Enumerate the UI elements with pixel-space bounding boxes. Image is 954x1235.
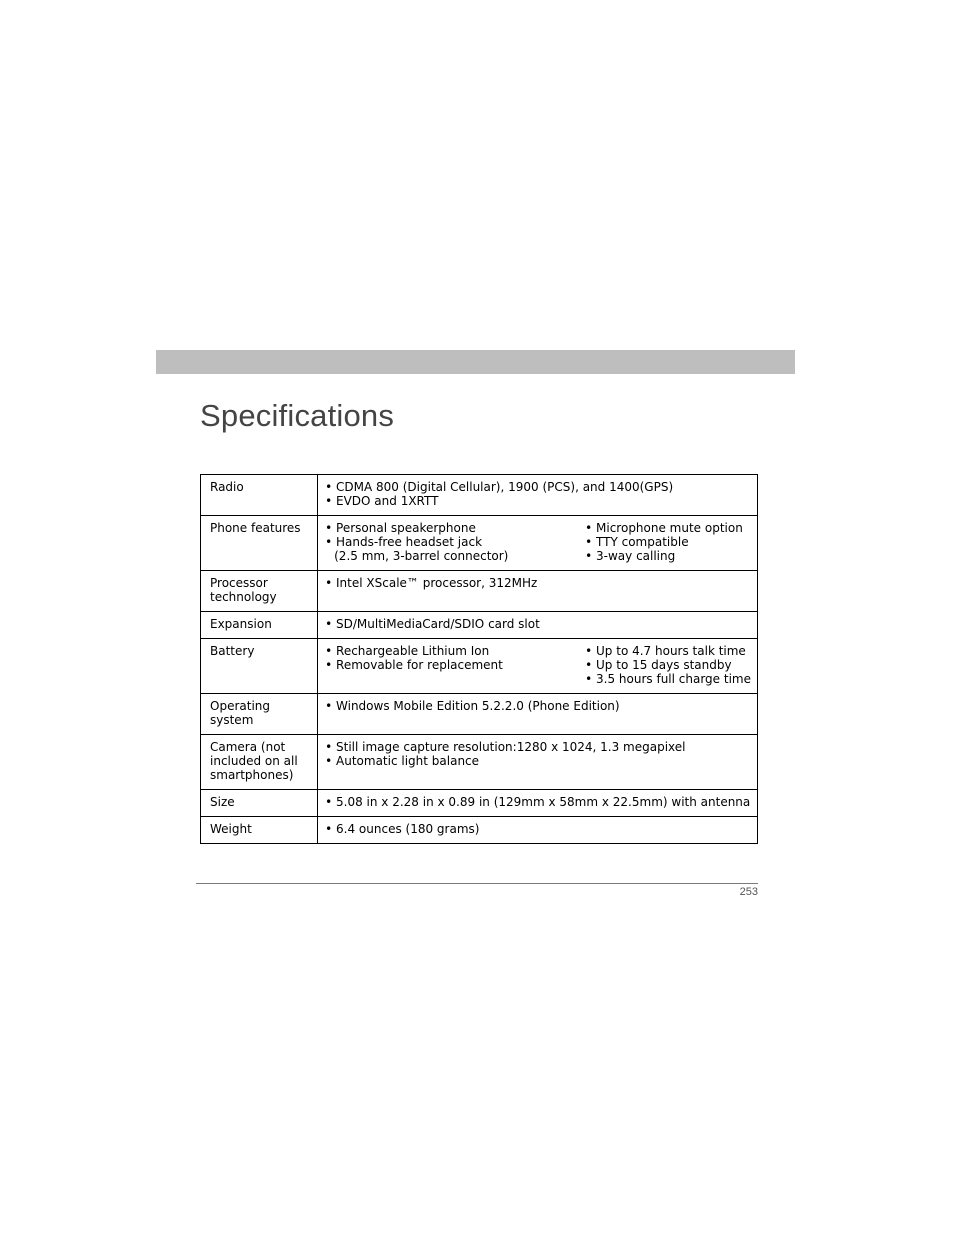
list-item: • TTY compatible	[585, 535, 689, 549]
table-row	[201, 571, 758, 612]
list-item: • SD/MultiMediaCard/SDIO card slot	[325, 617, 540, 631]
table-row	[201, 639, 758, 694]
list-item: • 6.4 ounces (180 grams)	[325, 822, 480, 836]
list-item: • EVDO and 1XRTT	[325, 494, 439, 508]
list-item: • Up to 15 days standby	[585, 658, 732, 672]
specifications-table	[200, 474, 758, 844]
right-column	[585, 644, 751, 686]
left-column	[325, 521, 585, 563]
list-item: • Intel XScale™ processor, 312MHz	[325, 576, 538, 590]
table-row	[201, 694, 758, 735]
list-item: • Windows Mobile Edition 5.2.2.0 (Phone Edition)	[325, 699, 620, 713]
list-item-continuation: (2.5 mm, 3-barrel connector)	[334, 549, 509, 563]
spec-label-size: Size	[201, 790, 318, 817]
spec-label-camera: Camera (not included on all smartphones)	[201, 735, 318, 790]
spec-value-weight	[318, 817, 758, 844]
list-item: • Automatic light balance	[325, 754, 480, 768]
list-item: • 3-way calling	[585, 549, 676, 563]
spec-label-operating-system: Operating system	[201, 694, 318, 735]
list-item: • 3.5 hours full charge time	[585, 672, 751, 686]
spec-label-weight: Weight	[201, 817, 318, 844]
page-title: Specifications	[200, 398, 395, 433]
spec-label-expansion: Expansion	[201, 612, 318, 639]
left-column	[325, 644, 585, 686]
list-item: • Hands-free headset jack	[325, 535, 483, 549]
list-item: • Microphone mute option	[585, 521, 743, 535]
spec-label-processor: Processor technology	[201, 571, 318, 612]
footer-divider	[196, 883, 758, 884]
spec-value-operating-system	[318, 694, 758, 735]
list-item: • Removable for replacement	[325, 658, 503, 672]
table-row	[201, 475, 758, 516]
table-row	[201, 817, 758, 844]
table-row	[201, 735, 758, 790]
spec-value-camera	[318, 735, 758, 790]
spec-label-battery: Battery	[201, 639, 318, 694]
header-bar	[156, 350, 795, 374]
spec-label-radio: Radio	[201, 475, 318, 516]
spec-value-expansion	[318, 612, 758, 639]
list-item: • Rechargeable Lithium Ion	[325, 644, 490, 658]
spec-value-phone-features	[318, 516, 758, 571]
spec-label-phone-features: Phone features	[201, 516, 318, 571]
list-item: • 5.08 in x 2.28 in x 0.89 in (129mm x 58mm x 22.5mm) with antenna	[325, 795, 751, 809]
list-item: • Still image capture resolution:1280 x 1024, 1.3 megapixel	[325, 740, 686, 754]
table-row	[201, 612, 758, 639]
spec-value-radio	[318, 475, 758, 516]
table-row	[201, 790, 758, 817]
table-row	[201, 516, 758, 571]
list-item: • Personal speakerphone	[325, 521, 476, 535]
spec-value-size	[318, 790, 758, 817]
list-item: • CDMA 800 (Digital Cellular), 1900 (PCS), and 1400(GPS)	[325, 480, 674, 494]
spec-value-battery	[318, 639, 758, 694]
right-column	[585, 521, 751, 563]
page-number: 253	[739, 886, 758, 898]
spec-value-processor	[318, 571, 758, 612]
list-item: • Up to 4.7 hours talk time	[585, 644, 746, 658]
